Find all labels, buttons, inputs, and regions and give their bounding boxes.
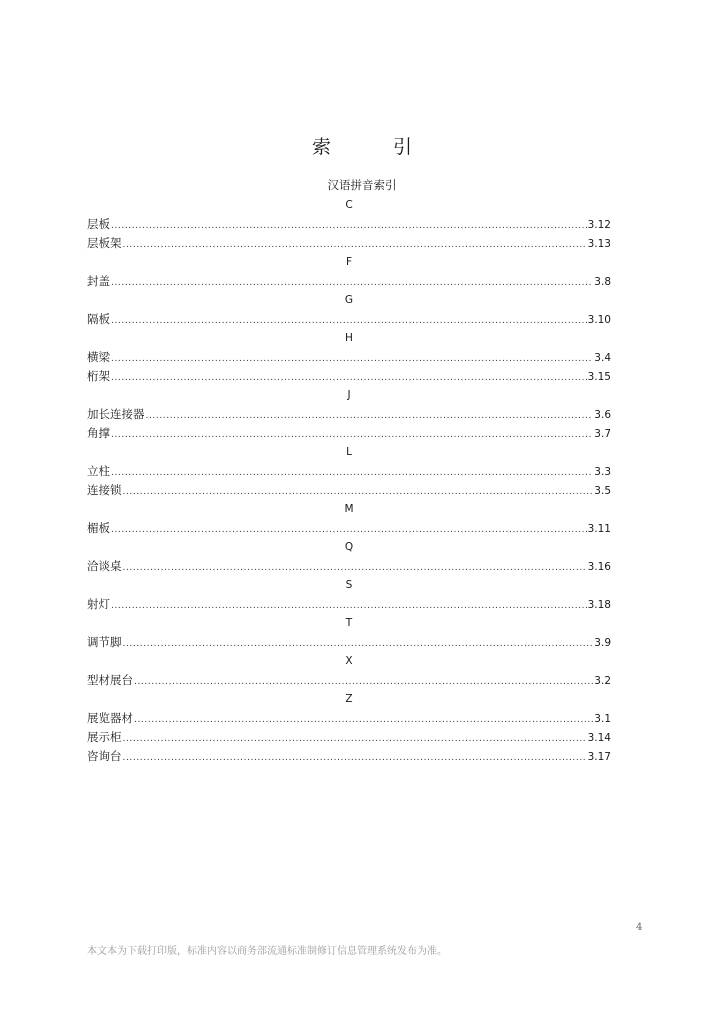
index-reference-number: 3.17: [587, 751, 611, 763]
index-entry: [87, 367, 611, 386]
index-entry: [87, 424, 611, 443]
index-term: 桁架: [87, 369, 110, 383]
index-term: 角撑: [87, 426, 110, 440]
index-entry: [87, 747, 611, 766]
index-reference-number: 3.7: [594, 428, 611, 440]
index-term: 型材展台: [87, 673, 133, 687]
index-term: 层板架: [87, 236, 122, 250]
dot-leader: [146, 407, 594, 426]
page-title: 索 引: [311, 136, 441, 158]
index-reference-number: 3.4: [594, 352, 611, 364]
index-entry: [87, 709, 611, 728]
index-letter-heading: H: [345, 332, 353, 344]
page-number: 4: [636, 922, 643, 933]
index-term: 横梁: [87, 350, 110, 364]
index-term: 隔板: [87, 312, 110, 326]
index-reference-number: 3.1: [594, 713, 611, 725]
index-term: 层板: [87, 217, 110, 231]
index-letter-heading: S: [345, 579, 353, 591]
index-letter-heading: F: [345, 256, 353, 268]
index-entry: [87, 557, 611, 576]
index-reference-number: 3.6: [594, 409, 611, 421]
index-reference-number: 3.13: [587, 238, 611, 250]
index-entry: [87, 728, 611, 747]
index-term: 楣板: [87, 521, 110, 535]
index-reference-number: 3.11: [587, 523, 611, 535]
index-reference-number: 3.16: [587, 561, 611, 573]
index-reference-number: 3.18: [587, 599, 611, 611]
dot-leader: [134, 673, 593, 692]
dot-leader: [123, 559, 587, 578]
index-term: 立柱: [87, 464, 110, 478]
index-letter-heading: T: [345, 617, 353, 629]
index-entry: [87, 215, 611, 234]
dot-leader: [111, 217, 587, 236]
dot-leader: [111, 464, 593, 483]
index-reference-number: 3.14: [587, 732, 611, 744]
index-letter-heading: Z: [345, 693, 353, 705]
footer-note: 本文本为下载打印版，标准内容以商务部流通标准制修订信息管理系统发布为准。: [87, 946, 447, 957]
index-term: 咨询台: [87, 749, 122, 763]
index-term: 调节脚: [87, 635, 122, 649]
index-reference-number: 3.8: [594, 276, 611, 288]
index-term: 封盖: [87, 274, 110, 288]
dot-leader: [123, 236, 587, 255]
index-letter-heading: C: [345, 199, 353, 211]
index-entry: [87, 348, 611, 367]
index-reference-number: 3.10: [587, 314, 611, 326]
index-letter-heading: L: [346, 446, 352, 458]
index-reference-number: 3.2: [594, 675, 611, 687]
index-letter-heading: G: [344, 294, 354, 306]
dot-leader: [111, 426, 593, 445]
index-term: 加长连接器: [87, 407, 145, 421]
index-term: 展览器材: [87, 711, 133, 725]
index-reference-number: 3.12: [587, 219, 611, 231]
dot-leader: [111, 350, 593, 369]
dot-leader: [123, 635, 594, 654]
index-letter-heading: M: [344, 503, 354, 515]
index-entry: [87, 234, 611, 253]
dot-leader: [123, 730, 587, 749]
index-entry: [87, 462, 611, 481]
index-entry: [87, 405, 611, 424]
index-entry: [87, 671, 611, 690]
index-term: 射灯: [87, 597, 110, 611]
index-entry: [87, 310, 611, 329]
index-entry: [87, 519, 611, 538]
index-term: 展示柜: [87, 730, 122, 744]
index-term: 连接锁: [87, 483, 122, 497]
index-letter-heading: J: [347, 389, 351, 401]
index-letter-heading: Q: [344, 541, 354, 553]
index-entry: [87, 272, 611, 291]
index-entry: [87, 595, 611, 614]
index-subtitle: 汉语拼音索引: [327, 178, 397, 192]
index-letter-heading: X: [345, 655, 353, 667]
index-entry: [87, 633, 611, 652]
dot-leader: [134, 711, 593, 730]
pinyin-index: [87, 196, 611, 766]
index-reference-number: 3.15: [587, 371, 611, 383]
index-reference-number: 3.9: [594, 637, 611, 649]
index-reference-number: 3.3: [594, 466, 611, 478]
index-term: 洽谈桌: [87, 559, 122, 573]
index-entry: [87, 481, 611, 500]
dot-leader: [123, 483, 594, 502]
index-reference-number: 3.5: [594, 485, 611, 497]
dot-leader: [123, 749, 587, 768]
